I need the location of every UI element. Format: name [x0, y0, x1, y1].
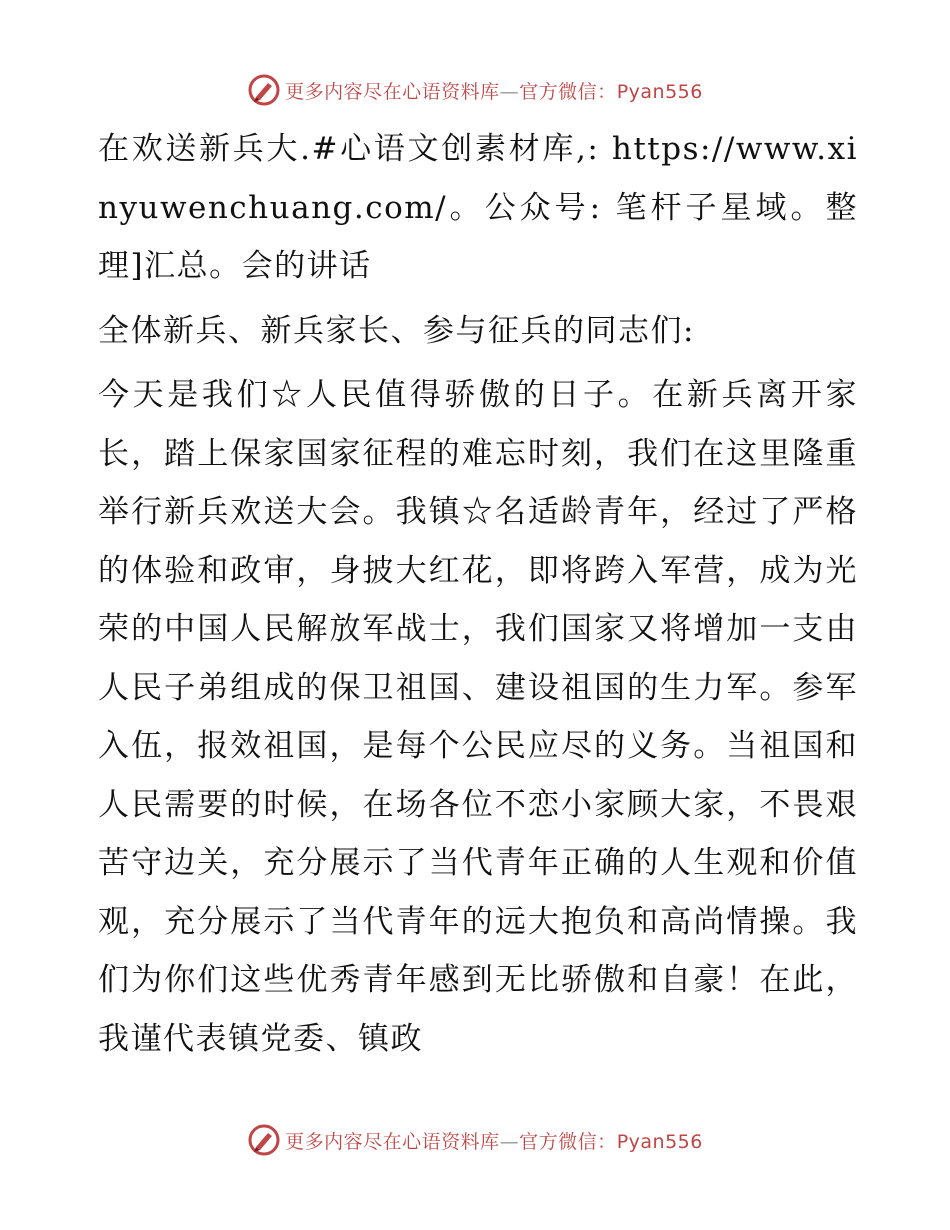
- header-banner: [0, 70, 950, 110]
- banner-wechat-label: 官方微信：: [519, 1130, 617, 1153]
- banner-separator: —: [499, 80, 520, 103]
- banner-wechat-id: Pyan556: [616, 1130, 703, 1153]
- document-paragraph: 今天是我们☆人民值得骄傲的日子。在新兵离开家长，踏上保家国家征程的难忘时刻，我们在这里隆重举行新兵欢送大会。我镇☆名适龄青年，经过了严格的体验和政审，身披大红花，即将跨入军营，成为光荣的中国人民解放军战士，我们国家又将增加一支由人民子弟组成的保卫祖国、建设祖国的生力军。参军入伍，报效祖国，是每个公民应尽的义务。当祖国和人民需要的时候，在场各位不恋小家顾大家，不畏艰苦守边关，充分展示了当代青年正确的人生观和价值观，充分展示了当代青年的远大抱负和高尚情操。我们为你们这些优秀青年感到无比骄傲和自豪！在此，我谨代表镇党委、镇政: [98, 377, 858, 1057]
- document-title: 在欢送新兵大.#心语文创素材库,: https://www.xinyuwenchuang.com/。公众号: 笔杆子星域。整理]汇总。会的讲话: [98, 131, 858, 284]
- banner-main-text: 更多内容尽在心语资料库: [285, 80, 500, 103]
- banner-separator: —: [499, 1130, 520, 1153]
- footer-banner: [0, 1120, 950, 1160]
- banner-text: [285, 1127, 703, 1154]
- banner-main-text: 更多内容尽在心语资料库: [285, 1130, 500, 1153]
- document-body: [98, 120, 858, 1068]
- banner-text: [285, 77, 703, 104]
- banner-wechat-id: Pyan556: [616, 80, 703, 103]
- pen-circle-logo-icon: [247, 1123, 281, 1157]
- document-greeting: 全体新兵、新兵家长、参与征兵的同志们:: [98, 312, 695, 349]
- pen-circle-logo-icon: [247, 73, 281, 107]
- banner-wechat-label: 官方微信：: [519, 80, 617, 103]
